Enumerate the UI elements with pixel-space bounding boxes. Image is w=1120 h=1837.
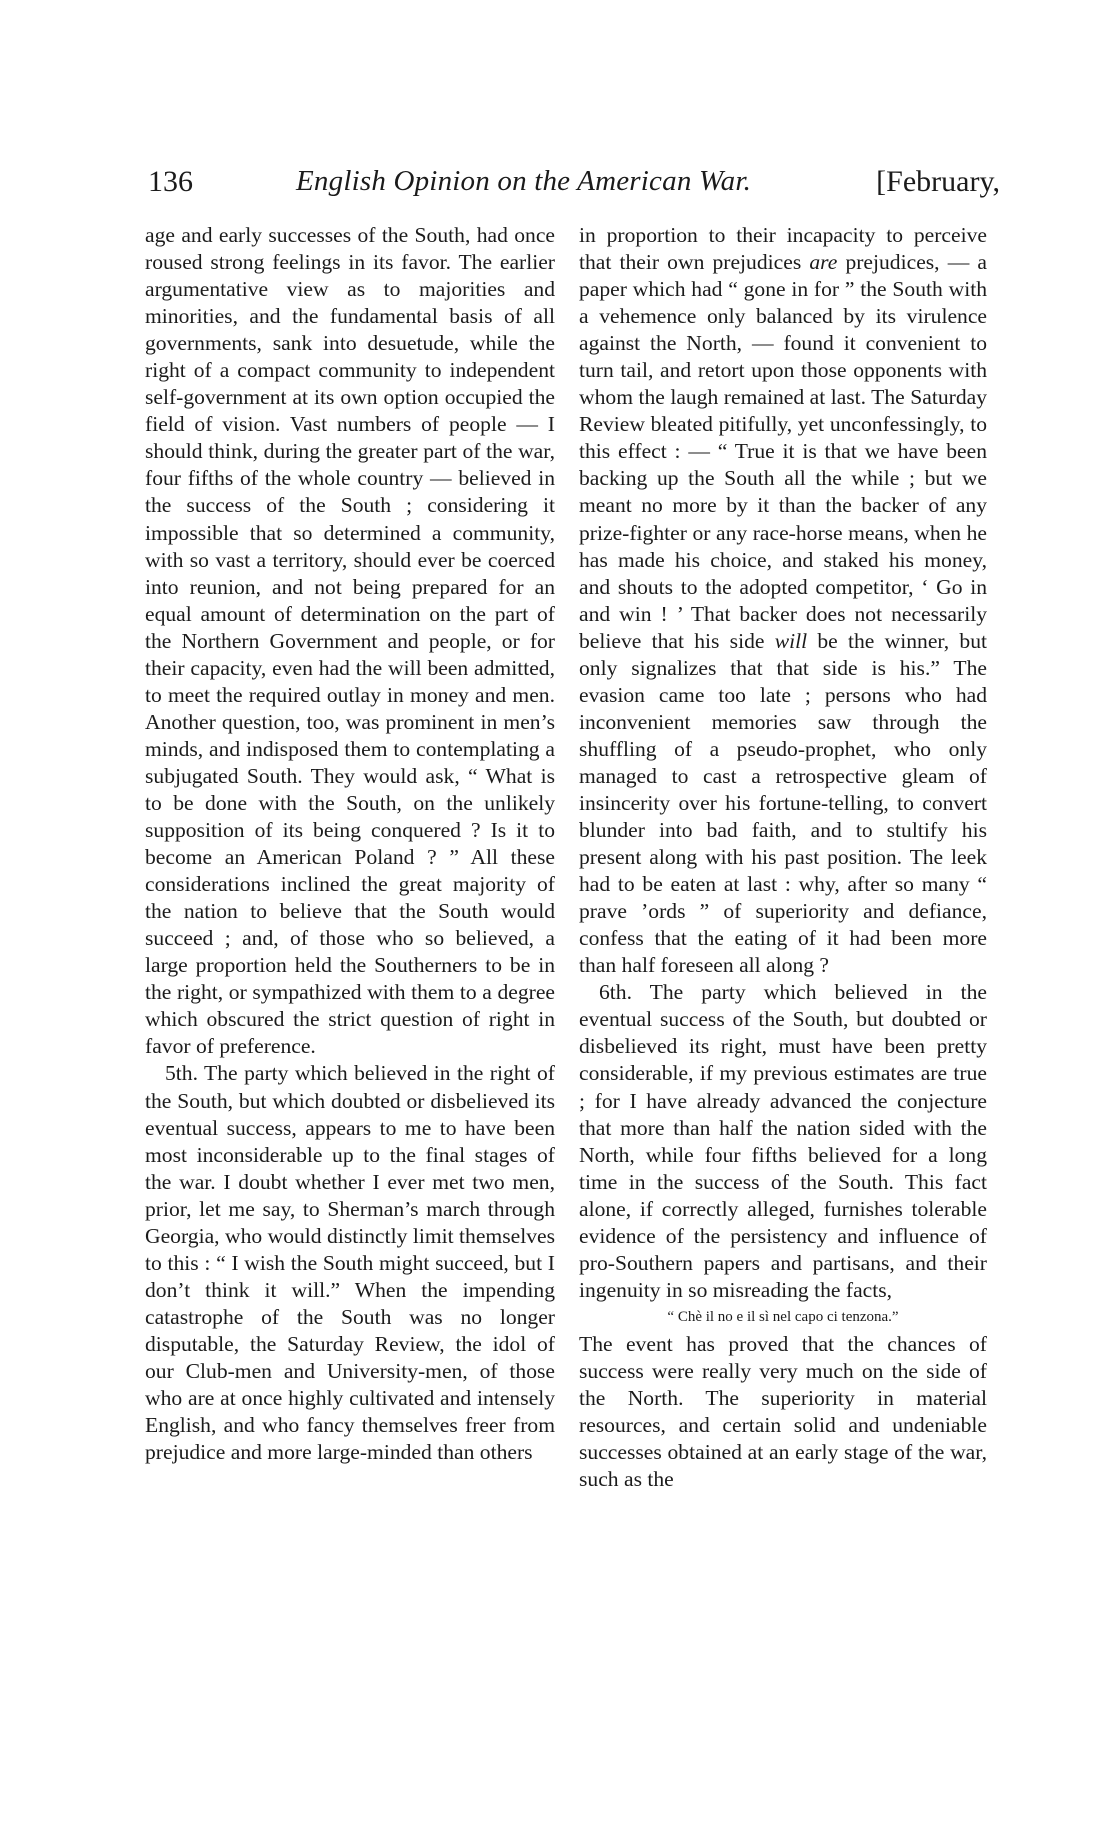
running-title: English Opinion on the American War.	[296, 165, 752, 197]
right-paragraph-2: 6th. The party which believed in the eventual success of the South, but doubted or disbelieved its right, must have been pretty considerable, if my previous estimates are true ; for I have already advanced the conjecture that more than half the nation sided with the North, while four fifths believed for a long time in the success of the South. This fact alone, if correctly alleged, furnishes tolerable evidence of the persistency and influence of pro-Southern papers and partisans, and their ingenuity in so misreading the facts,	[579, 980, 987, 1302]
page-number: 136	[148, 165, 193, 198]
emphasis-are: are	[809, 250, 838, 275]
right-column	[579, 222, 987, 1493]
right-paragraph-1	[579, 222, 987, 979]
right-paragraph-1-part-b: prejudices, — a paper which had “ gone in for ” the South with a vehemence only balanced by its virulence against the North, — found it convenient to turn tail, and retort upon those opponents with whom the laugh remained at last. The Saturday Review bleated pitifully, yet unconfessingly, to this effect : — “ True it is that we have been backing up the South all the while ; but we meant no more by it than the backer of any prize-fighter or any race-horse means, when he has made his choice, and staked his money, and shouts to the adopted competitor, ‘ Go in and win ! ’ That backer does not necessarily believe that his side	[579, 250, 987, 653]
running-date: [February,	[876, 165, 1000, 198]
emphasis-will: will	[774, 628, 808, 653]
right-paragraph-1-part-c: be the winner, but only signalizes that that side is his.” The evasion came too late ; persons who had inconvenient memories saw through the shuffling of a pseudo-prophet, who only managed to cast a retrospective gleam of insincerity over his fortune-telling, to convert blunder into bad faith, and to stultify his present along with his past position. The leek had to be eaten at last : why, after so many “ prave ’ords ” of superiority and defiance, confess that the eating of it had been more than half foreseen all along ?	[579, 628, 987, 978]
running-header	[148, 165, 1000, 205]
block-quote: “ Chè il no e il sì nel capo ci tenzona.”	[667, 1308, 899, 1325]
right-paragraph-1-part-a: in proportion to their incapacity to perceive that their own prejudices	[579, 223, 987, 275]
right-paragraph-3: The event has proved that the chances of success were really very much on the side of the North. The superiority in material resources, and certain solid and undeniable successes obtained at an early stage of the war, such as the	[579, 1331, 987, 1492]
left-paragraph-2: 5th. The party which believed in the right of the South, but which doubted or disbelieved its eventual success, appears to me to have been most inconsiderable up to the final stages of the war. I doubt whether I ever met two men, prior, let me say, to Sherman’s march through Georgia, who would distinctly limit themselves to this : “ I wish the South might succeed, but I don’t think it will.” When the impending catastrophe of the South was no longer disputable, the Saturday Review, the idol of our Club-men and University-men, of those who are at once highly cultivated and intensely English, and who fancy themselves freer from prejudice and more large-minded than others	[145, 1061, 555, 1465]
left-paragraph-1: age and early successes of the South, had once roused strong feelings in its favor. The earlier argumentative view as to majorities and minorities, and the fundamental basis of all governments, sank into desuetude, while the right of a compact community to independent self-government at its own option occupied the field of vision. Vast numbers of people — I should think, during the greater part of the war, four fifths of the whole country — believed in the success of the South ; considering it impossible that so determined a community, with so vast a territory, should ever be coerced into reunion, and not being prepared for an equal amount of determination on the part of the Northern Government and people, or for their capacity, even had the will been admitted, to meet the required outlay in money and men. Another question, too, was prominent in men’s minds, and indisposed them to contemplating a subjugated South. They would ask, “ What is to be done with the South, on the unlikely supposition of its being conquered ? Is it to become an American Poland ? ” All these considerations inclined the great majority of the nation to believe that the South would succeed ; and, of those who so believed, a large proportion held the Southerners to be in the right, or sympathized with them to a degree which obscured the strict question of right in favor of preference.	[145, 223, 555, 1059]
left-column	[145, 222, 555, 1466]
